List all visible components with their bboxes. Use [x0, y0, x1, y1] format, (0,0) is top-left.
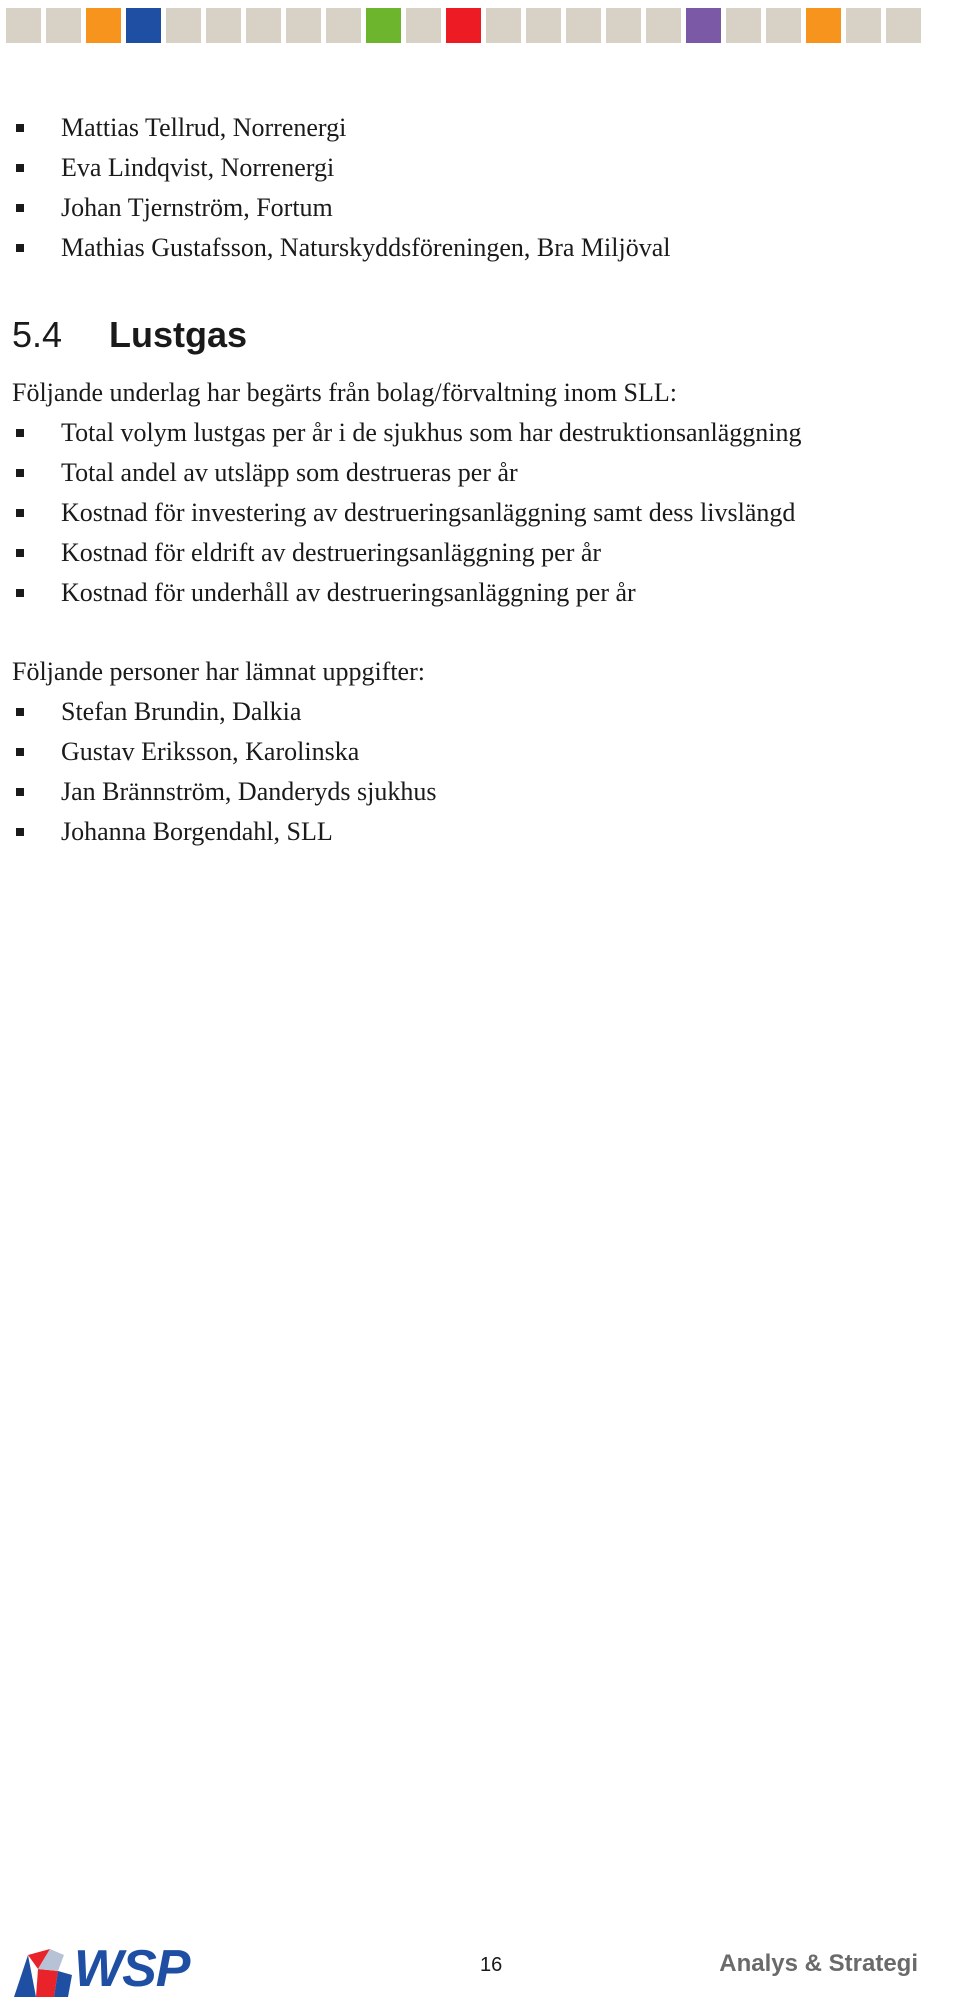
document-body — [12, 108, 942, 852]
contact-list-top — [12, 108, 942, 268]
color-block — [46, 8, 81, 43]
page-number: 16 — [480, 1954, 503, 1976]
list-item: Gustav Eriksson, Karolinska — [12, 732, 942, 772]
color-block — [566, 8, 601, 43]
color-block — [206, 8, 241, 43]
list-item: Stefan Brundin, Dalkia — [12, 692, 942, 732]
persons-list — [12, 692, 942, 852]
list-item: Johanna Borgendahl, SLL — [12, 812, 942, 852]
color-block — [846, 8, 881, 43]
color-block — [126, 8, 161, 43]
color-block — [766, 8, 801, 43]
color-block — [286, 8, 321, 43]
spacer — [12, 613, 942, 652]
wsp-logo-text: WSP — [74, 1940, 190, 1998]
color-block — [326, 8, 361, 43]
list-item: Jan Brännström, Danderyds sjukhus — [12, 772, 942, 812]
list-item: Johan Tjernström, Fortum — [12, 188, 942, 228]
color-block — [726, 8, 761, 43]
color-block — [86, 8, 121, 43]
list-item: Total volym lustgas per år i de sjukhus som har destruktionsanläggning — [12, 413, 942, 453]
color-block — [686, 8, 721, 43]
color-block — [606, 8, 641, 43]
list-item: Total andel av utsläpp som destrueras per år — [12, 453, 942, 493]
color-block — [166, 8, 201, 43]
wsp-logo-icon — [14, 1941, 72, 1997]
list-item: Kostnad för eldrift av destrueringsanläggning per år — [12, 533, 942, 573]
list-item: Eva Lindqvist, Norrenergi — [12, 148, 942, 188]
color-block — [406, 8, 441, 43]
color-block — [486, 8, 521, 43]
section-number: 5.4 — [12, 314, 63, 355]
decorative-color-bar — [6, 8, 921, 43]
requested-items-list — [12, 413, 942, 613]
color-block — [366, 8, 401, 43]
list-item: Kostnad för underhåll av destrueringsanläggning per år — [12, 573, 942, 613]
color-block — [806, 8, 841, 43]
list-item: Mattias Tellrud, Norrenergi — [12, 108, 942, 148]
wsp-logo — [14, 1941, 189, 1997]
color-block — [886, 8, 921, 43]
color-block — [526, 8, 561, 43]
color-block — [646, 8, 681, 43]
color-block — [6, 8, 41, 43]
persons-intro: Följande personer har lämnat uppgifter: — [12, 657, 425, 686]
list-item: Mathias Gustafsson, Naturskyddsföreningen, Bra Miljöval — [12, 228, 942, 268]
color-block — [246, 8, 281, 43]
footer-tagline: Analys & Strategi — [719, 1950, 918, 1977]
section-title: Lustgas — [109, 314, 248, 355]
section-heading — [12, 313, 942, 357]
requested-intro: Följande underlag har begärts från bolag/förvaltning inom SLL: — [12, 378, 677, 407]
color-block — [446, 8, 481, 43]
list-item: Kostnad för investering av destrueringsanläggning samt dess livslängd — [12, 493, 942, 533]
